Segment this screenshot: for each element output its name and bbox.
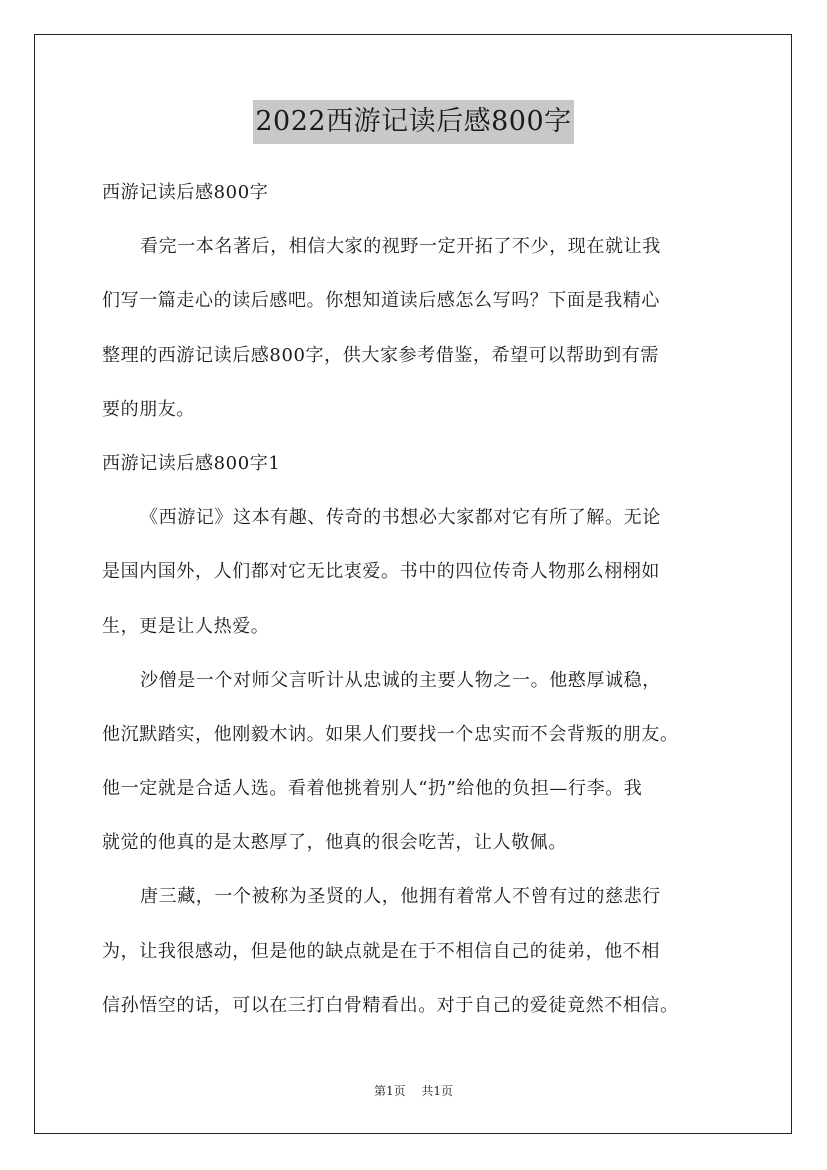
body-line: 们写一篇走心的读后感吧。你想知道读后感怎么写吗？下面是我精心 xyxy=(102,290,660,312)
body-line: 是国内国外，人们都对它无比衷爱。书中的四位传奇人物那么栩栩如 xyxy=(102,561,660,583)
body-line: 《西游记》这本有趣、传奇的书想必大家都对它有所了解。无论 xyxy=(140,507,661,529)
body-line: 生，更是让人热爱。 xyxy=(102,615,270,637)
body-line: 西游记读后感800字 xyxy=(102,182,269,203)
body-line: 信孙悟空的话，可以在三打白骨精看出。对于自己的爱徒竟然不相信。 xyxy=(102,994,679,1016)
body-line: 看完一本名著后，相信大家的视野一定开拓了不少，现在就让我 xyxy=(140,236,661,258)
page-total: 共1页 xyxy=(421,1084,454,1098)
body-line: 整理的西游记读后感800字，供大家参考借鉴，希望可以帮助到有需 xyxy=(102,344,659,366)
section-heading: 西游记读后感800字1 xyxy=(102,452,281,474)
body-line: 为，让我很感动，但是他的缺点就是在于不相信自己的徒弟，他不相 xyxy=(102,940,660,962)
body-line: 要的朋友。 xyxy=(102,398,195,420)
body-line: 他沉默踏实，他刚毅木讷。如果人们要找一个忠实而不会背叛的朋友。 xyxy=(102,723,679,745)
body-line: 沙僧是一个对师父言听计从忠诚的主要人物之一。他憨厚诚稳， xyxy=(140,669,661,691)
document-title: 2022西游记读后感800字 xyxy=(253,100,573,144)
document-body xyxy=(102,166,728,1033)
body-line: 他一定就是合适人选。看着他挑着别人“扔”给他的负担—行李。我 xyxy=(102,778,643,800)
page-number: 第1页 xyxy=(373,1084,406,1098)
body-line: 唐三藏，一个被称为圣贤的人，他拥有着常人不曾有过的慈悲行 xyxy=(140,886,661,908)
page-footer xyxy=(0,1082,827,1099)
body-line: 就觉的他真的是太憨厚了，他真的很会吃苦，让人敬佩。 xyxy=(102,832,567,854)
title-container xyxy=(0,100,827,144)
